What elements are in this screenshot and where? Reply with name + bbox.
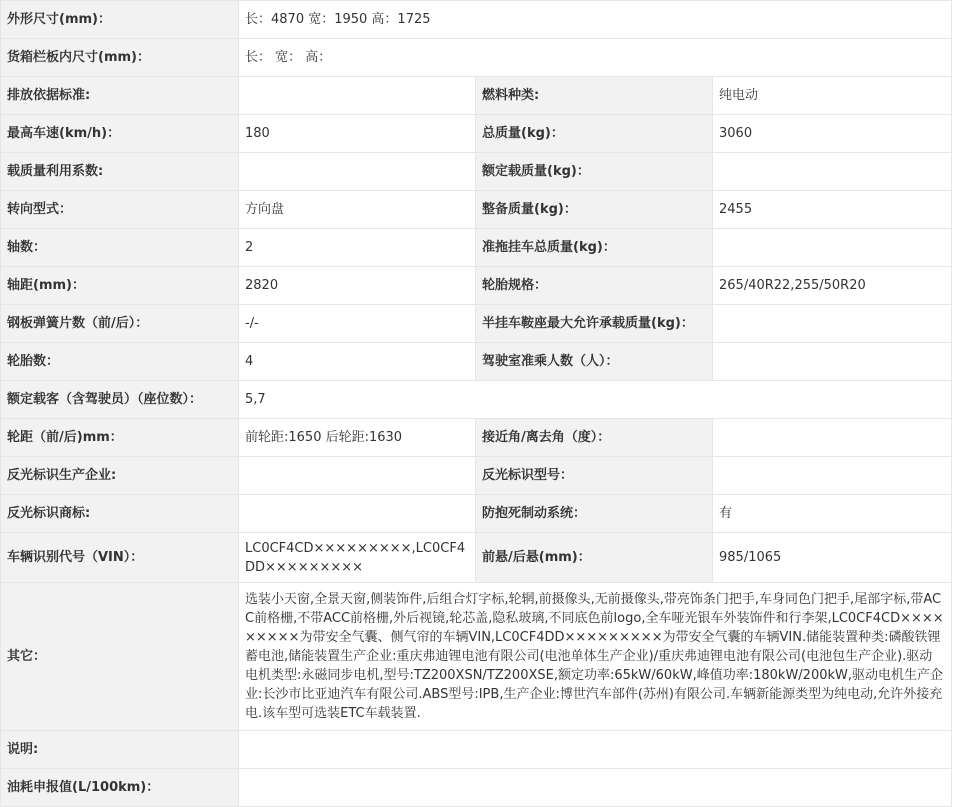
spec-value: [713, 419, 952, 457]
table-row: [1, 1, 952, 39]
table-row: [1, 115, 952, 153]
spec-value: [239, 153, 476, 191]
table-row: [1, 731, 952, 769]
table-row: [1, 77, 952, 115]
spec-label: 轴距(mm)：: [1, 267, 239, 305]
spec-label: 燃料种类:: [476, 77, 713, 115]
vin-value: LC0CF4CD×××××××××,LC0CF4DD×××××××××: [239, 533, 476, 583]
spec-value: [239, 731, 952, 769]
spec-value: 3060: [713, 115, 952, 153]
table-row: [1, 39, 952, 77]
spec-value: [713, 457, 952, 495]
spec-label: 轮胎规格：: [476, 267, 713, 305]
spec-value: 180: [239, 115, 476, 153]
spec-value: 长：4870 宽：1950 高：1725: [239, 1, 952, 39]
spec-value: 5,7: [239, 381, 952, 419]
spec-value: 纯电动: [713, 77, 952, 115]
spec-label: 外形尺寸(mm)：: [1, 1, 239, 39]
table-row: [1, 769, 952, 807]
spec-value: 2820: [239, 267, 476, 305]
spec-value: -/-: [239, 305, 476, 343]
spec-value: [239, 769, 952, 807]
spec-label: 额定载质量(kg)：: [476, 153, 713, 191]
spec-label: 排放依据标准:: [1, 77, 239, 115]
table-row: [1, 267, 952, 305]
spec-label: 说明:: [1, 731, 239, 769]
spec-label: 前悬/后悬(mm)：: [476, 533, 713, 583]
spec-value: 4: [239, 343, 476, 381]
spec-label: 最高车速(km/h)：: [1, 115, 239, 153]
table-row: [1, 583, 952, 731]
spec-value: 长： 宽： 高：: [239, 39, 952, 77]
spec-value: 方向盘: [239, 191, 476, 229]
spec-value: 2455: [713, 191, 952, 229]
spec-value: [713, 153, 952, 191]
spec-label: 钢板弹簧片数（前/后）：: [1, 305, 239, 343]
table-row: [1, 533, 952, 583]
spec-label: 接近角/离去角（度）：: [476, 419, 713, 457]
spec-value: [713, 229, 952, 267]
spec-value: 前轮距:1650 后轮距:1630: [239, 419, 476, 457]
spec-label: 总质量(kg)：: [476, 115, 713, 153]
table-row: [1, 305, 952, 343]
spec-value: [713, 305, 952, 343]
spec-label: 整备质量(kg)：: [476, 191, 713, 229]
spec-label: 反光标识生产企业:: [1, 457, 239, 495]
table-row: [1, 343, 952, 381]
spec-label: 轮距（前/后)mm：: [1, 419, 239, 457]
spec-label: 反光标识型号：: [476, 457, 713, 495]
table-row: [1, 229, 952, 267]
spec-label: 其它：: [1, 583, 239, 731]
spec-value: 265/40R22,255/50R20: [713, 267, 952, 305]
spec-label: 反光标识商标:: [1, 495, 239, 533]
spec-value: [239, 457, 476, 495]
spec-label: 车辆识别代号（VIN）：: [1, 533, 239, 583]
spec-value: 有: [713, 495, 952, 533]
spec-label: 转向型式：: [1, 191, 239, 229]
spec-value: [239, 77, 476, 115]
table-row: [1, 191, 952, 229]
spec-value: [713, 343, 952, 381]
spec-label: 载质量利用系数:: [1, 153, 239, 191]
table-row: [1, 381, 952, 419]
table-row: [1, 153, 952, 191]
spec-label: 油耗申报值(L/100km)：: [1, 769, 239, 807]
spec-label: 半挂车鞍座最大允许承载质量(kg)：: [476, 305, 713, 343]
spec-value: 2: [239, 229, 476, 267]
table-row: [1, 457, 952, 495]
spec-label: 驾驶室准乘人数（人）：: [476, 343, 713, 381]
spec-label: 防抱死制动系统：: [476, 495, 713, 533]
table-row: [1, 419, 952, 457]
spec-label: 准拖挂车总质量(kg)：: [476, 229, 713, 267]
spec-value: [239, 495, 476, 533]
spec-label: 货箱栏板内尺寸(mm)：: [1, 39, 239, 77]
spec-value: 985/1065: [713, 533, 952, 583]
spec-label: 轮胎数：: [1, 343, 239, 381]
other-notes-value: 选装小天窗,全景天窗,侧装饰件,后组合灯字标,轮辋,前摄像头,无前摄像头,带亮饰条门把手,车身同色门把手,尾部字标,带ACC前格栅,不带ACC前格栅,外后视镜,轮芯盖,隐私玻璃,不同底色前logo,全车哑光银车外装饰件和行李架,LC0CF4CD×××××××××为带安全气囊、侧气帘的车辆VIN,LC0CF4DD×××××××××为带安全气囊的车辆VIN.储能装置种类:磷酸铁锂蓄电池,储能装置生产企业:重庆弗迪锂电池有限公司(电池单体生产企业)/重庆弗迪锂电池有限公司(电池包生产企业).驱动电机类型:永磁同步电机,型号:TZ200XSN/TZ200XSE,额定功率:65kW/60kW,峰值功率:180kW/200kW,驱动电机生产企业:长沙市比亚迪汽车有限公司.ABS型号:IPB,生产企业:博世汽车部件(苏州)有限公司.车辆新能源类型为纯电动,允许外接充电.该车型可选装ETC车载装置.: [239, 583, 952, 731]
spec-label: 额定载客（含驾驶员）（座位数）：: [1, 381, 239, 419]
table-row: [1, 495, 952, 533]
spec-label: 轴数：: [1, 229, 239, 267]
